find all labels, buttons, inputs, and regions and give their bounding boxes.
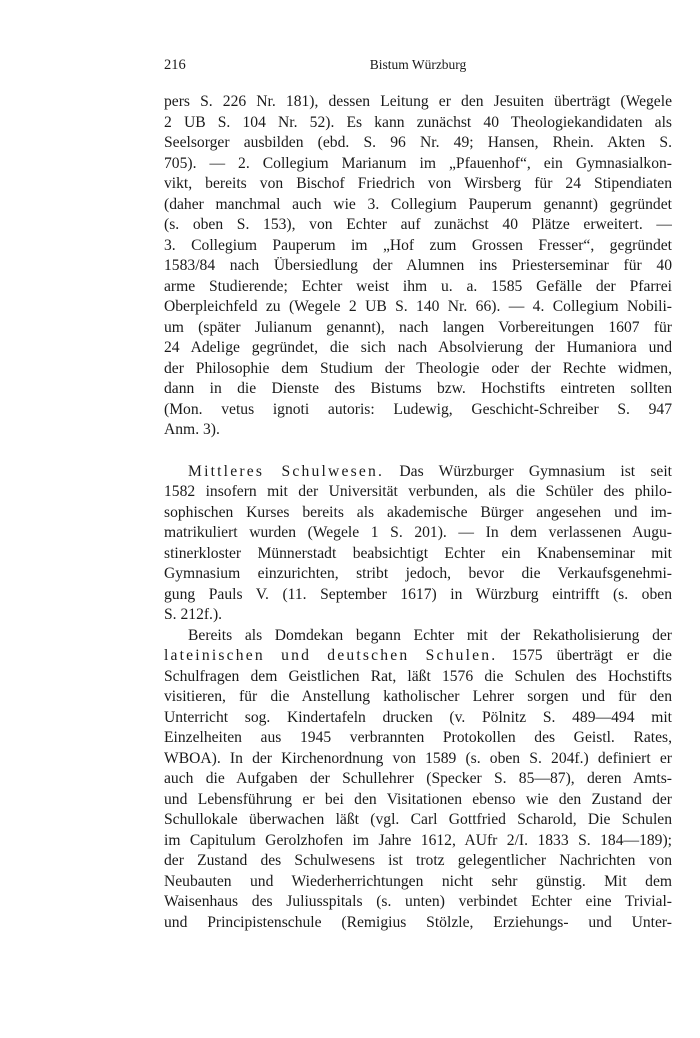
paragraph-colleges xyxy=(164,92,672,441)
page-number: 216 xyxy=(164,57,186,73)
text-line: stinerkloster Münnerstadt beabsichtigt Echter ein Knabenseminar mit xyxy=(164,544,672,562)
text-line: matrikuliert wurden (Wegele 1 S. 201). — In dem verlassenen Augu- xyxy=(164,524,672,541)
text-line: 3. Collegium Pauperum im „Hof zum Grossen Fresser“, gegründet xyxy=(164,236,672,254)
text-line: 1582 insofern mit der Universität verbunden, als die Schüler des philo- xyxy=(164,483,672,500)
text-line: und Lebensführung er bei den Visitationen ebenso wie den Zustand der xyxy=(164,790,672,808)
text-line: vikt, bereits von Bischof Friedrich von Wirsberg für 24 Stipendiaten xyxy=(164,175,672,192)
text-line xyxy=(164,646,672,667)
text-line: sophischen Kurses bereits als akademische Bürger angesehen und im- xyxy=(164,503,672,521)
text-line: arme Studierende; Echter weist ihm u. a. 1585 Gefälle der Pfarrei xyxy=(164,277,672,295)
paragraph-secondary-schools xyxy=(164,462,672,626)
text-line: der Philosophie dem Studium der Theologie oder der Rechte widmen, xyxy=(164,359,672,377)
text-line: (Mon. vetus ignoti autoris: Ludewig, Geschicht-Schreiber S. 947 xyxy=(164,400,672,418)
text-line: (s. oben S. 153), von Echter auf zunächst 40 Plätze erweitert. — xyxy=(164,216,672,233)
text-line: Schullokale überwachen läßt (vgl. Carl Gottfried Scharold, Die Schulen xyxy=(164,811,672,828)
text-line: auch die Aufgaben der Schullehrer (Specker S. 85—87), deren Amts- xyxy=(164,770,672,787)
text-line: Gymnasium einzurichten, stribt jedoch, bevor die Verkaufsgenehmi- xyxy=(164,565,672,582)
text-line-rest: 1575 überträgt er die xyxy=(511,647,672,664)
text-line: Oberpleichfeld zu (Wegele 2 UB S. 140 Nr. 66). — 4. Collegium Nobili- xyxy=(164,298,672,315)
text-line: im Capitulum Gerolzhofen im Jahre 1612, AUfr 2/I. 1833 S. 184—189); xyxy=(164,831,672,849)
text-line: Anm. 3). xyxy=(164,421,220,438)
text-line: S. 212f.). xyxy=(164,606,223,623)
paragraph-gap xyxy=(164,441,672,462)
text-line: Einzelheiten aus 1945 verbrannten Protokollen des Geistl. Rates, xyxy=(164,729,672,746)
text-line: Unterricht sog. Kindertafeln drucken (v. Pölnitz S. 489—494 mit xyxy=(164,708,672,726)
page-header xyxy=(164,54,672,76)
paragraph-latin-german-schools xyxy=(164,626,672,934)
text-line: und Principistenschule (Remigius Stölzle, Erziehungs- und Unter- xyxy=(164,913,672,931)
text-line: 1583/84 nach Übersiedlung der Alumnen ins Priesterseminar für 40 xyxy=(164,257,672,274)
document-page xyxy=(164,54,672,933)
text-line: um (später Julianum genannt), nach langen Vorbereitungen 1607 für xyxy=(164,318,672,336)
text-line: gung Pauls V. (11. September 1617) in Würzburg eintrifft (s. oben xyxy=(164,585,672,603)
text-line: Schulfragen dem Geistlichen Rat, läßt 1576 die Schulen des Hochstifts xyxy=(164,667,672,685)
running-title: Bistum Würzburg xyxy=(369,57,467,72)
text-line xyxy=(164,462,672,483)
text-line: WBOA). In der Kirchenordnung von 1589 (s. oben S. 204f.) definiert er xyxy=(164,749,672,767)
spaced-phrase: lateinischen und deutschen Schulen. xyxy=(164,647,498,664)
text-line: 2 UB S. 104 Nr. 52). Es kann zunächst 40 Theologiekandidaten als xyxy=(164,113,672,131)
text-line: 24 Adelige gegründet, die sich nach Absolvierung der Humaniora und xyxy=(164,339,672,356)
text-line: Waisenhaus des Juliusspitals (s. unten) verbindet Echter eine Trivial- xyxy=(164,893,672,910)
text-line: der Zustand des Schulwesens ist trotz gelegentlicher Nachrichten von xyxy=(164,852,672,869)
text-line: dann in die Dienste des Bistums bzw. Hochstifts eintreten sollten xyxy=(164,380,672,397)
text-line: visitieren, für die Anstellung katholischer Lehrer sorgen und für den xyxy=(164,688,672,705)
text-line: Bereits als Domdekan begann Echter mit der Rekatholisierung der xyxy=(188,626,672,644)
text-line: Neubauten und Wiederherrichtungen nicht sehr günstig. Mit dem xyxy=(164,872,672,890)
text-line: Seelsorger ausbilden (ebd. S. 96 Nr. 49; Hansen, Rhein. Akten S. xyxy=(164,134,672,151)
text-line: (daher manchmal auch wie 3. Collegium Pauperum genannt) gegründet xyxy=(164,195,672,213)
text-line: 705). — 2. Collegium Marianum im „Pfauenhof“, ein Gymnasialkon- xyxy=(164,154,672,172)
text-line-rest: Das Würzburger Gymnasium ist seit xyxy=(399,462,672,480)
section-heading: Mittleres Schulwesen. xyxy=(188,462,385,480)
body-text xyxy=(164,92,672,933)
text-line: pers S. 226 Nr. 181), dessen Leitung er den Jesuiten überträgt (Wegele xyxy=(164,93,672,110)
